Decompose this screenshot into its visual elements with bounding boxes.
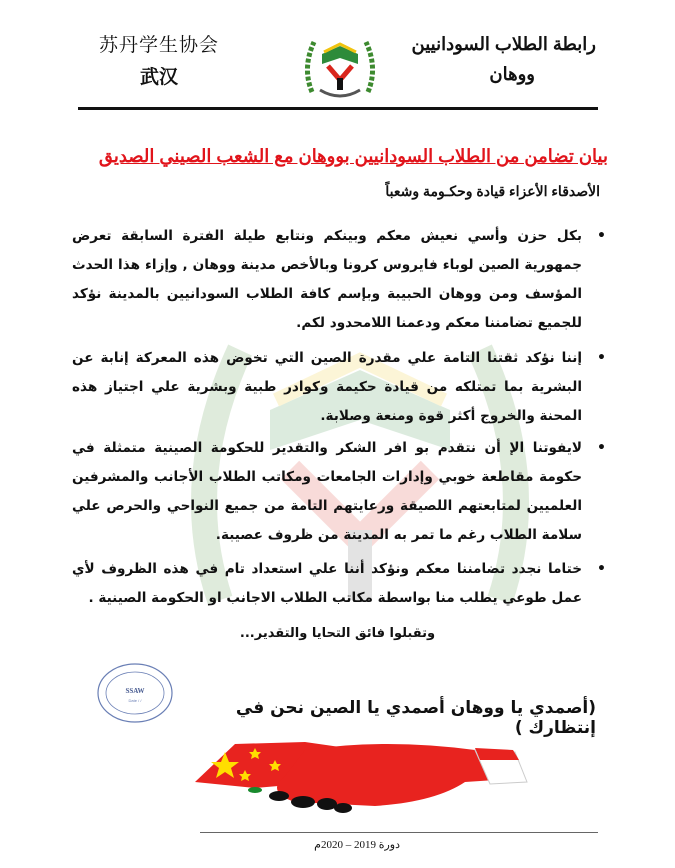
paragraph-text: ختاما نجدد تضامننا معكم ونؤكد أننا علي استعداد تام في هذه الظروف لأي عمل طوعي يطلب منا بواسطة مكاتب الطلاب الاجانب او الحكومة الصينية . [72, 561, 582, 606]
header-arabic-city: ووهان [489, 64, 535, 84]
handshake-flags-icon [175, 742, 535, 818]
bullet-icon: • [597, 440, 606, 456]
footer-divider [200, 832, 598, 833]
stamp-center-text: SSAW [125, 687, 145, 695]
header-chinese-name: 苏丹学生协会 [98, 34, 219, 56]
header-divider [78, 107, 598, 110]
paragraph-confidence [72, 344, 606, 431]
greeting: الأصدقاء الأعزاء قيادة وحكـومة وشعباً [385, 183, 600, 199]
slogan: (أصمدي يا ووهان أصمدي يا الصين نحن في إنتظارك ) [235, 698, 596, 738]
paragraph-condolence [72, 222, 606, 338]
paragraph-thanks [72, 434, 606, 550]
header-arabic-name: رابطة الطلاب السودانيين [411, 34, 596, 54]
paragraph-conclusion [72, 555, 606, 613]
stamp-date-text: Date / / [128, 698, 142, 703]
paragraph-text: إننا نؤكد ثقتنا التامة علي مقدرة الصين التي تخوض هذه المعركة إنابة عن البشرية بما تمتلكه من قيادة حكيمة وكوادر طبية وبشرية علي اجتياز هذه المحنة والخروج أكثر قوة ومنعة وصلابة. [72, 350, 582, 424]
closing-regards: وتقبلوا فائق التحايا والتقدير... [239, 626, 436, 641]
bullet-icon: • [597, 561, 606, 577]
header-chinese-city: 武汉 [139, 66, 178, 88]
statement-title: بيان تضامن من الطلاب السودانيين بووهان مع الشعب الصيني الصديق [98, 146, 608, 166]
footer-session: دورة 2019 – 2020م [314, 839, 400, 851]
association-emblem-icon [300, 32, 380, 104]
paragraph-text: لايفوتنا الإ أن نتقدم بو افر الشكر والتقدير للحكومة الصينية متمثلة في حكومة مقاطعة خوبي وإدارات الجامعات ومكاتب الطلاب الأجانب والمشرفين العلميين لمتابعتهم اللصيقة ورعايتهم التامة من جميع النواحي والحرص علي سلامة الطلاب رغم ما تمر به المدينة من ظروف عصيبة. [72, 440, 582, 543]
bullet-icon: • [597, 228, 606, 244]
bullet-icon: • [597, 350, 606, 366]
association-stamp-icon [96, 662, 174, 724]
paragraph-text: بكل حزن وأسي نعيش معكم وبينكم ونتابع طيلة الفترة السابقة تعرض جمهورية الصين لوباء فايروس كرونا وبالأخص مدينة ووهان , وإزاء هذا الحدث المؤسف ومن ووهان الحبيبة وبإسم كافة الطلاب السودانيين بالمدينة نؤكد للجميع تضامننا معكم ودعمنا اللامحدود لكم. [72, 228, 582, 331]
